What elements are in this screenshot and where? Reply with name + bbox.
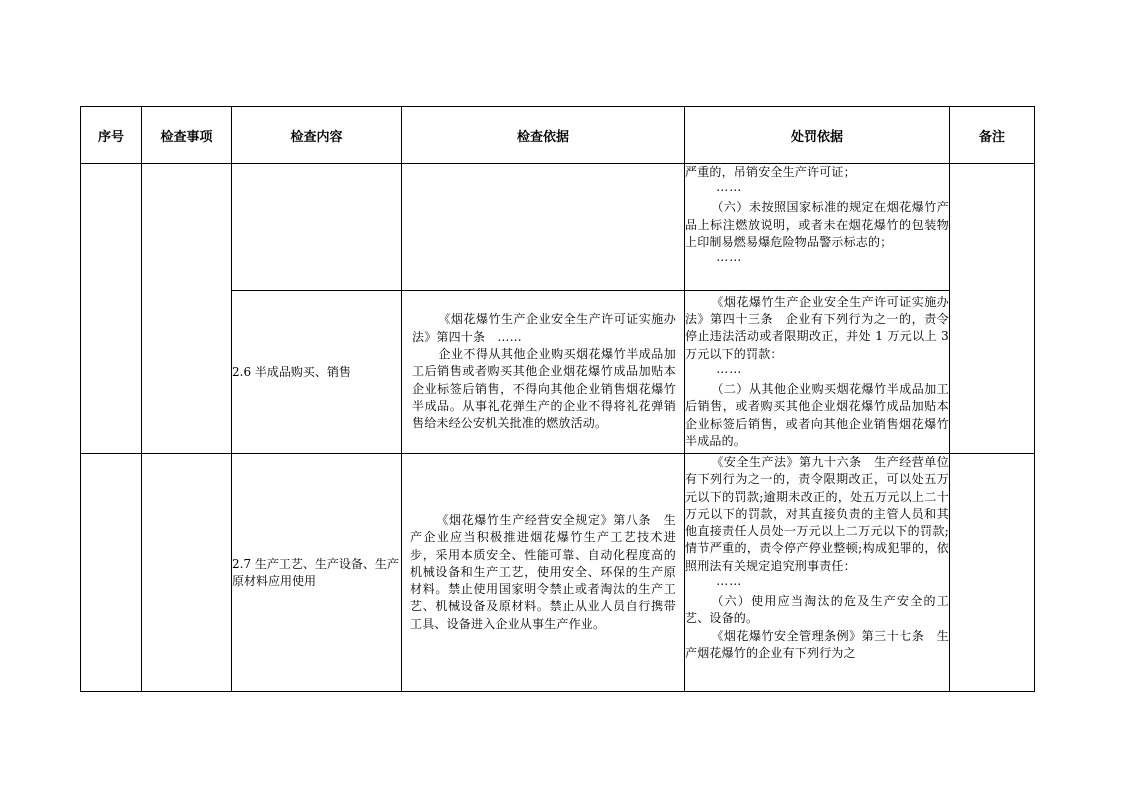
header-seq: 序号 bbox=[81, 107, 142, 164]
penalty-text: （六）未按照国家标准的规定在烟花爆竹产品上标注燃放说明，或者未在烟花爆竹的包装物上印制易燃易爆危险物品警示标志的； bbox=[685, 200, 949, 249]
basis-cell bbox=[402, 454, 685, 692]
content-cell: 2.6 半成品购买、销售 bbox=[232, 291, 402, 454]
penalty-ellipsis: …… bbox=[716, 250, 743, 265]
header-basis: 检查依据 bbox=[402, 107, 685, 164]
penalty-text: （六）使用应当淘汰的危及生产安全的工艺、设备的。 bbox=[685, 594, 949, 626]
table-row bbox=[81, 454, 1035, 692]
content-cell: 2.7 生产工艺、生产设备、生产原材料应用使用 bbox=[232, 454, 402, 692]
content-cell bbox=[232, 164, 402, 291]
penalty-ellipsis: …… bbox=[716, 180, 743, 195]
basis-cell bbox=[402, 291, 685, 454]
penalty-ellipsis: …… bbox=[716, 574, 743, 589]
penalty-text: （二）从其他企业购买烟花爆竹半成品加工后销售，或者购买其他企业烟花爆竹成品加贴本企业标签后销售，或者向其他企业销售烟花爆竹半成品的。 bbox=[685, 382, 949, 448]
item-cell bbox=[142, 454, 232, 692]
header-note: 备注 bbox=[950, 107, 1035, 164]
seq-cell bbox=[81, 454, 142, 692]
header-row bbox=[81, 107, 1035, 164]
basis-text: 《烟花爆竹生产企业安全生产许可证实施办法》第四十条 …… bbox=[412, 312, 676, 344]
header-content: 检查内容 bbox=[232, 107, 402, 164]
note-cell bbox=[950, 454, 1035, 692]
header-penalty: 处罚依据 bbox=[685, 107, 950, 164]
inspection-table bbox=[80, 106, 1035, 692]
basis-text: 《烟花爆竹生产经营安全规定》第八条 生产企业应当积极推进烟花爆竹生产工艺技术进步，采用本质安全、性能可靠、自动化程度高的机械设备和生产工艺，使用安全、环保的生产原材料。禁止使用国家明令禁止或者淘汰的生产工艺、机械设备及原材料。禁止从业人员自行携带工具、设备进入企业从事生产作业。 bbox=[410, 512, 676, 631]
penalty-text: 《安全生产法》第九十六条 生产经营单位有下列行为之一的，责令限期改正，可以处五万元以下的罚款;逾期未改正的，处五万元以上二十万元以下的罚款，对其直接负责的主管人员和其他直接责任人员处一万元以上二万元以下的罚款;情节严重的，责令停产停业整顿;构成犯罪的，依照刑法有关规定追究刑事责任： bbox=[685, 455, 949, 573]
penalty-cell bbox=[685, 291, 954, 454]
basis-text: 企业不得从其他企业购买烟花爆竹半成品加工后销售或者购买其他企业烟花爆竹成品加贴本企业标签后销售，不得向其他企业销售烟花爆竹半成品。从事礼花弹生产的企业不得将礼花弹销售给未经公安机关批准的燃放活动。 bbox=[412, 347, 676, 431]
table-row bbox=[81, 164, 1035, 291]
penalty-text: 《烟花爆竹生产企业安全生产许可证实施办法》第四十三条 企业有下列行为之一的，责令停止违法活动或者限期改正，并处 1 万元以上 3 万元以下的罚款： bbox=[685, 294, 954, 361]
note-cell bbox=[950, 164, 1035, 454]
penalty-cell bbox=[685, 164, 950, 291]
basis-cell bbox=[402, 164, 685, 291]
penalty-ellipsis: …… bbox=[716, 362, 743, 376]
penalty-cell bbox=[685, 454, 950, 692]
item-cell bbox=[142, 164, 232, 454]
penalty-text: 严重的，吊销安全生产许可证； bbox=[685, 165, 856, 179]
header-item: 检查事项 bbox=[142, 107, 232, 164]
penalty-text: 《烟花爆竹安全管理条例》第三十七条 生产烟花爆竹的企业有下列行为之 bbox=[685, 628, 949, 660]
seq-cell bbox=[81, 164, 142, 454]
